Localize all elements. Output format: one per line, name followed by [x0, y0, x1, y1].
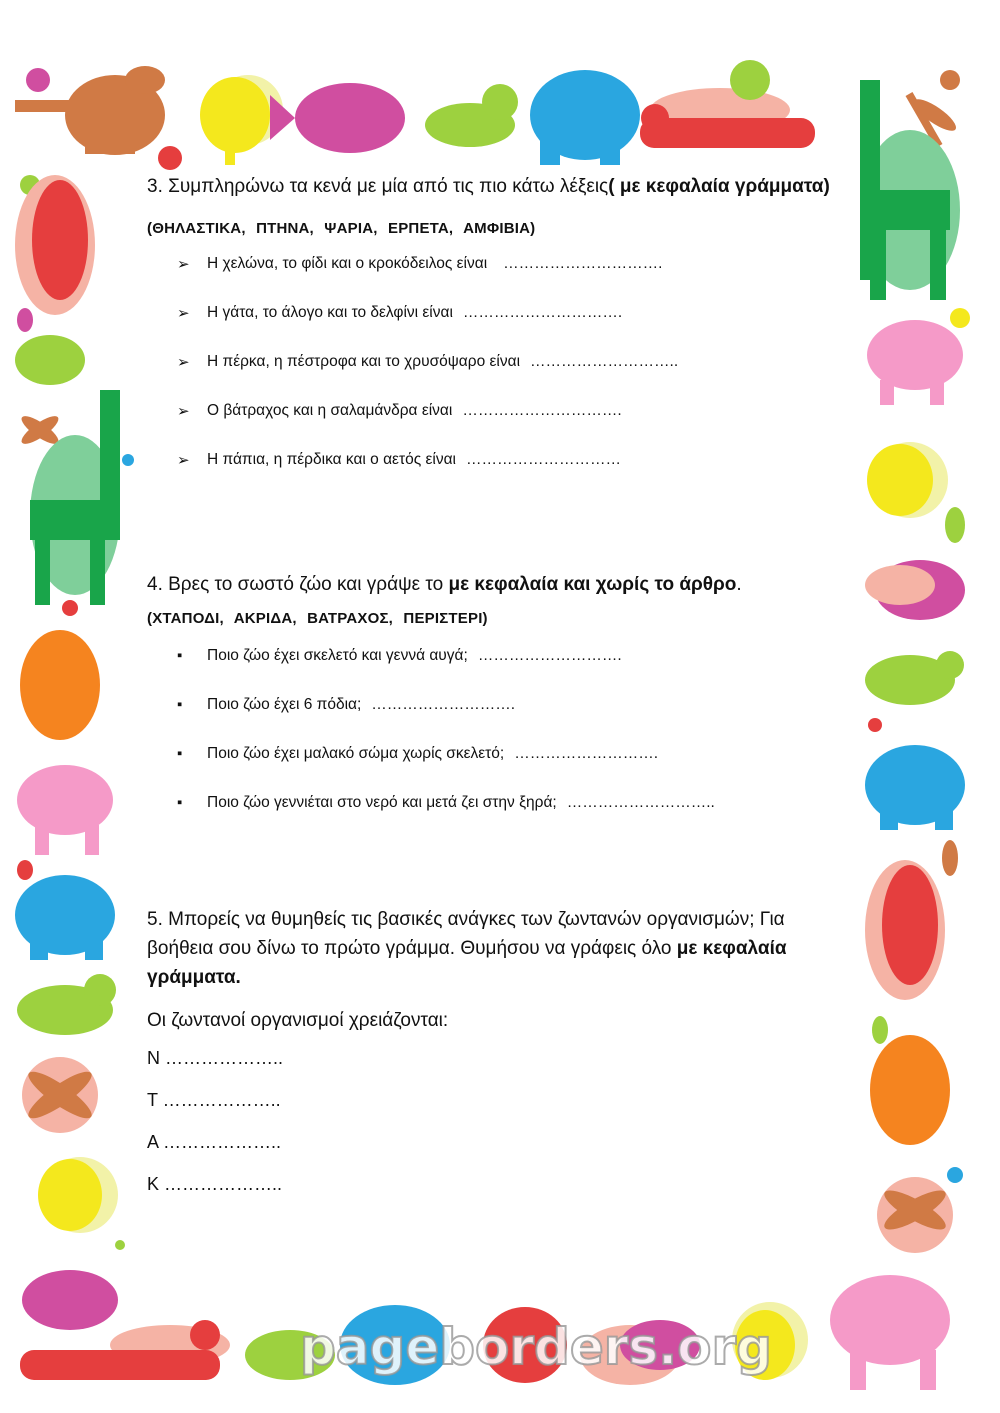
pig-icon: [830, 1275, 950, 1390]
seahorse-icon: [15, 175, 95, 315]
question-3-title-bold: ( με κεφαλαία γράμματα): [608, 176, 830, 197]
arrow-bullet-icon: ➢: [177, 403, 190, 420]
dragonfly-icon: [877, 1177, 953, 1253]
arrow-bullet-icon: ➢: [177, 452, 190, 469]
elephant-icon: [865, 745, 965, 830]
arrow-bullet-icon: ➢: [177, 354, 190, 371]
rooster-icon: [867, 442, 948, 518]
need-line-n[interactable]: Ν ………………..: [147, 1048, 284, 1068]
worksheet-content: [147, 172, 837, 1216]
question-4-title: [147, 570, 837, 600]
item-text: Ποιο ζώο γεννιέται στο νερό και μετά ζει στην ξηρά;: [207, 794, 557, 811]
square-bullet-icon: ▪: [177, 647, 183, 664]
arrow-bullet-icon: ➢: [177, 256, 190, 273]
question-5-lead: Οι ζωντανοί οργανισμοί χρειάζονται:: [147, 1010, 449, 1031]
elephant-icon: [15, 875, 115, 960]
list-item: [147, 794, 837, 843]
list-item: [147, 451, 837, 500]
answer-blank[interactable]: ………………………….: [462, 402, 622, 419]
fish-icon: [270, 83, 405, 153]
koala-icon: [20, 630, 100, 740]
item-text: Η πέρκα, η πέστροφα και το χρυσόψαρο είναι: [207, 353, 521, 370]
answer-blank[interactable]: ………………………..: [566, 794, 715, 811]
square-bullet-icon: ▪: [177, 794, 183, 811]
list-item: [147, 696, 837, 745]
square-bullet-icon: ▪: [177, 745, 183, 762]
list-item: [147, 745, 837, 794]
bird-icon: [865, 651, 964, 705]
dragonfly-icon: [22, 1057, 98, 1133]
question-4-list: [147, 647, 837, 843]
bird-icon: [17, 974, 116, 1035]
question-3-list: [147, 255, 837, 500]
needs-lines: [147, 1048, 837, 1216]
pig-icon: [17, 765, 113, 855]
item-text: Ποιο ζώο έχει σκελετό και γεννά αυγά;: [207, 647, 468, 664]
question-5-title: [147, 905, 837, 992]
list-item: [147, 647, 837, 696]
question-4-title-end: .: [736, 574, 742, 595]
rooster-icon: [38, 1157, 118, 1233]
dragonfly-icon: [18, 412, 62, 449]
need-line-t[interactable]: Τ ………………..: [147, 1090, 281, 1110]
elephant-icon: [530, 70, 640, 165]
question-3-word-list: (ΘΗΛΑΣΤΙΚΑ, ΠΤΗΝΑ, ΨΑΡΙΑ, ΕΡΠΕΤΑ, ΑΜΦΙΒΙΑ): [147, 220, 536, 237]
answer-blank[interactable]: ………………………….: [503, 255, 663, 272]
answer-blank[interactable]: ………………………..: [530, 353, 679, 370]
question-5-title-text: 5. Μπορείς να θυμηθείς τις βασικές ανάγκες των ζωντανών οργανισμών; Για βοήθεια σου δίνω το πρώτο γράμμα. Θυμήσου να γράφεις όλο: [147, 909, 785, 959]
item-text: Ο βάτραχος και η σαλαμάνδρα είναι: [207, 402, 453, 419]
question-4-word-list: (ΧΤΑΠΟΔΙ, ΑΚΡΙΔΑ, ΒΑΤΡΑΧΟΣ, ΠΕΡΙΣΤΕΡΙ): [147, 610, 488, 627]
item-text: Η πάπια, η πέρδικα και ο αετός είναι: [207, 451, 456, 468]
bird-icon: [425, 84, 518, 147]
list-item: [147, 255, 837, 304]
item-text: Η γάτα, το άλογο και το δελφίνι είναι: [207, 304, 453, 321]
seahorse-icon: [865, 860, 945, 1000]
answer-blank[interactable]: ………………………….: [462, 304, 623, 321]
item-text: Η χελώνα, το φίδι και ο κροκόδειλος είναι: [207, 255, 488, 272]
need-line-k[interactable]: Κ ………………..: [147, 1174, 283, 1194]
question-3-title: [147, 172, 837, 202]
item-text: Ποιο ζώο έχει μαλακό σώμα χωρίς σκελετό;: [207, 745, 505, 762]
question-4-title-text: 4. Βρες το σωστό ζώο και γράψε το: [147, 574, 449, 595]
answer-blank[interactable]: ……………………….: [371, 696, 516, 713]
need-line-a[interactable]: Α ………………..: [147, 1132, 282, 1152]
watermark: pageborders.org: [300, 1318, 772, 1376]
question-4: [147, 570, 837, 843]
caterpillar-icon: [20, 1320, 230, 1380]
caterpillar-icon: [640, 88, 815, 148]
list-item: [147, 353, 837, 402]
answer-blank[interactable]: ……………………….: [477, 647, 622, 664]
koala-icon: [870, 1035, 950, 1145]
question-5: [147, 905, 837, 1216]
arrow-bullet-icon: ➢: [177, 305, 190, 322]
question-5-title-bold: με κεφαλαία γράμματα.: [147, 938, 787, 988]
square-bullet-icon: ▪: [177, 696, 183, 713]
fish-icon: [865, 560, 965, 620]
item-text: Ποιο ζώο έχει 6 πόδια;: [207, 696, 362, 713]
question-3-title-text: 3. Συμπληρώνω τα κενά με μία από τις πιο κάτω λέξεις: [147, 176, 609, 197]
bird-icon: [15, 335, 85, 385]
list-item: [147, 402, 837, 451]
pig-icon: [867, 320, 963, 405]
fish-icon: [22, 1270, 118, 1330]
question-3: [147, 172, 837, 500]
answer-blank[interactable]: ……………………….: [514, 745, 659, 762]
question-4-title-bold: με κεφαλαία και χωρίς το άρθρο: [448, 574, 737, 595]
answer-blank[interactable]: …………………………: [466, 451, 621, 468]
list-item: [147, 304, 837, 353]
